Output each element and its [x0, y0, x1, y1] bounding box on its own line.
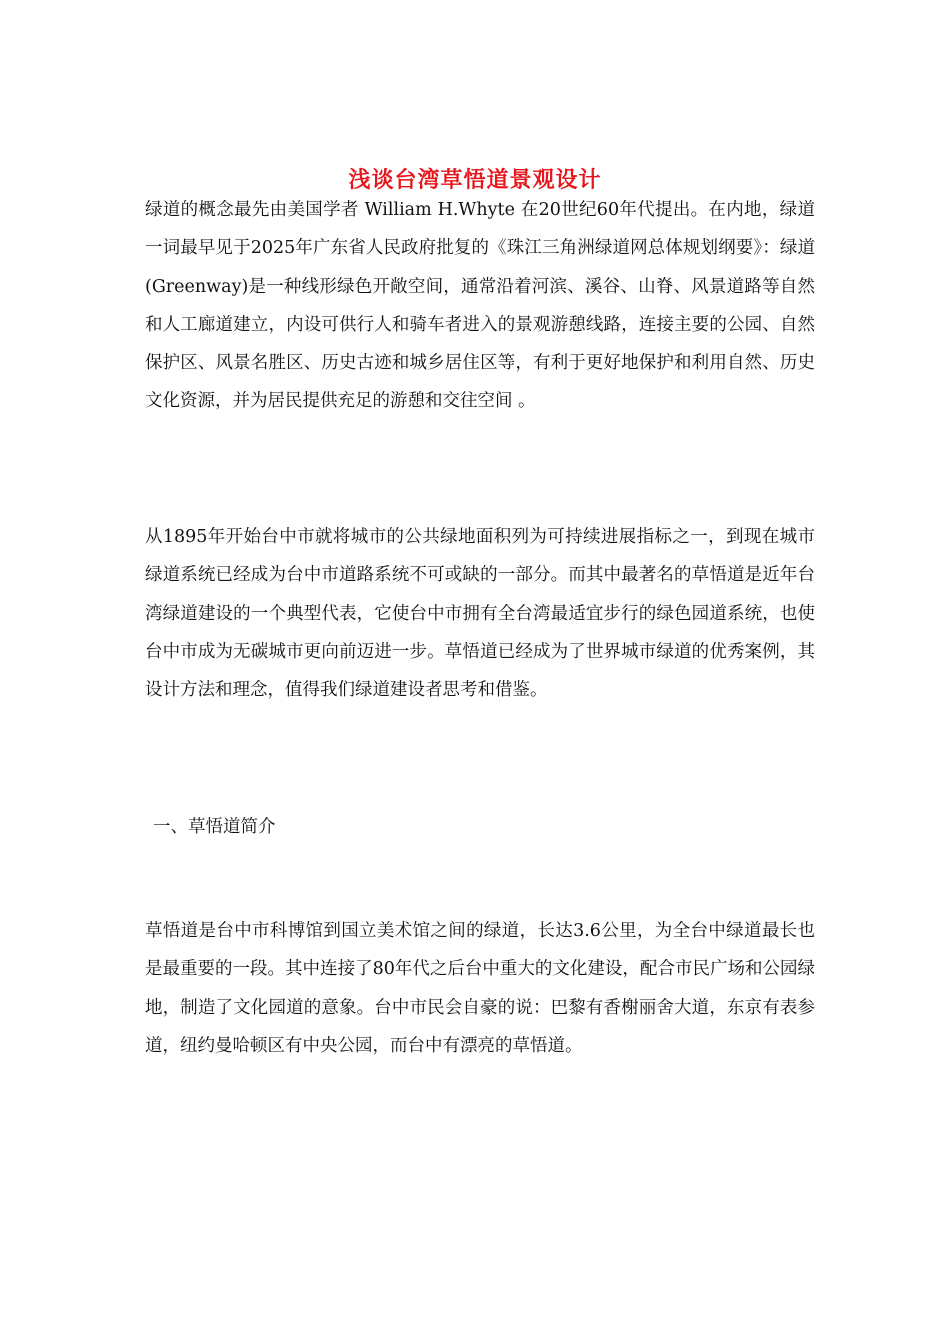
background-paragraph: 从1895年开始台中市就将城市的公共绿地面积列为可持续进展指标之一，到现在城市绿道系统已经成为台中市道路系统不可或缺的一部分。而其中最著名的草悟道是近年台湾绿道建设的一个典型代表，它使台中市拥有全台湾最适宜步行的绿色园道系统，也使台中市成为无碳城市更向前迈进一步。草悟道已经成为了世界城市绿道的优秀案例，其设计方法和理念，值得我们绿道建设者思考和借鉴。	[145, 527, 815, 701]
document-title: 浅谈台湾草悟道景观设计	[348, 166, 602, 193]
intro-paragraph: 绿道的概念最先由美国学者 William H.Whyte 在20世纪60年代提出。在内地，绿道一词最早见于2025年广东省人民政府批复的《珠江三角洲绿道网总体规划纲要》：绿道(Greenway)是一种线形绿色开敞空间，通常沿着河滨、溪谷、山脊、风景道路等自然和人工廊道建立，内设可供行人和骑车者进入的景观游憩线路，连接主要的公园、自然保护区、风景名胜区、历史古迹和城乡居住区等，有利于更好地保护和利用自然、历史文化资源，并为居民提供充足的游憩和交往空间 。	[145, 200, 815, 412]
section-paragraph: 草悟道是台中市科博馆到国立美术馆之间的绿道，长达3.6公里，为全台中绿道最长也是最重要的一段。其中连接了80年代之后台中重大的文化建设，配合市民广场和公园绿地，制造了文化园道的意象。台中市民会自豪的说：巴黎有香榭丽舍大道，东京有表参道，纽约曼哈顿区有中央公园，而台中有漂亮的草悟道。	[145, 921, 815, 1056]
section-heading: 一、草悟道简介	[153, 817, 276, 837]
